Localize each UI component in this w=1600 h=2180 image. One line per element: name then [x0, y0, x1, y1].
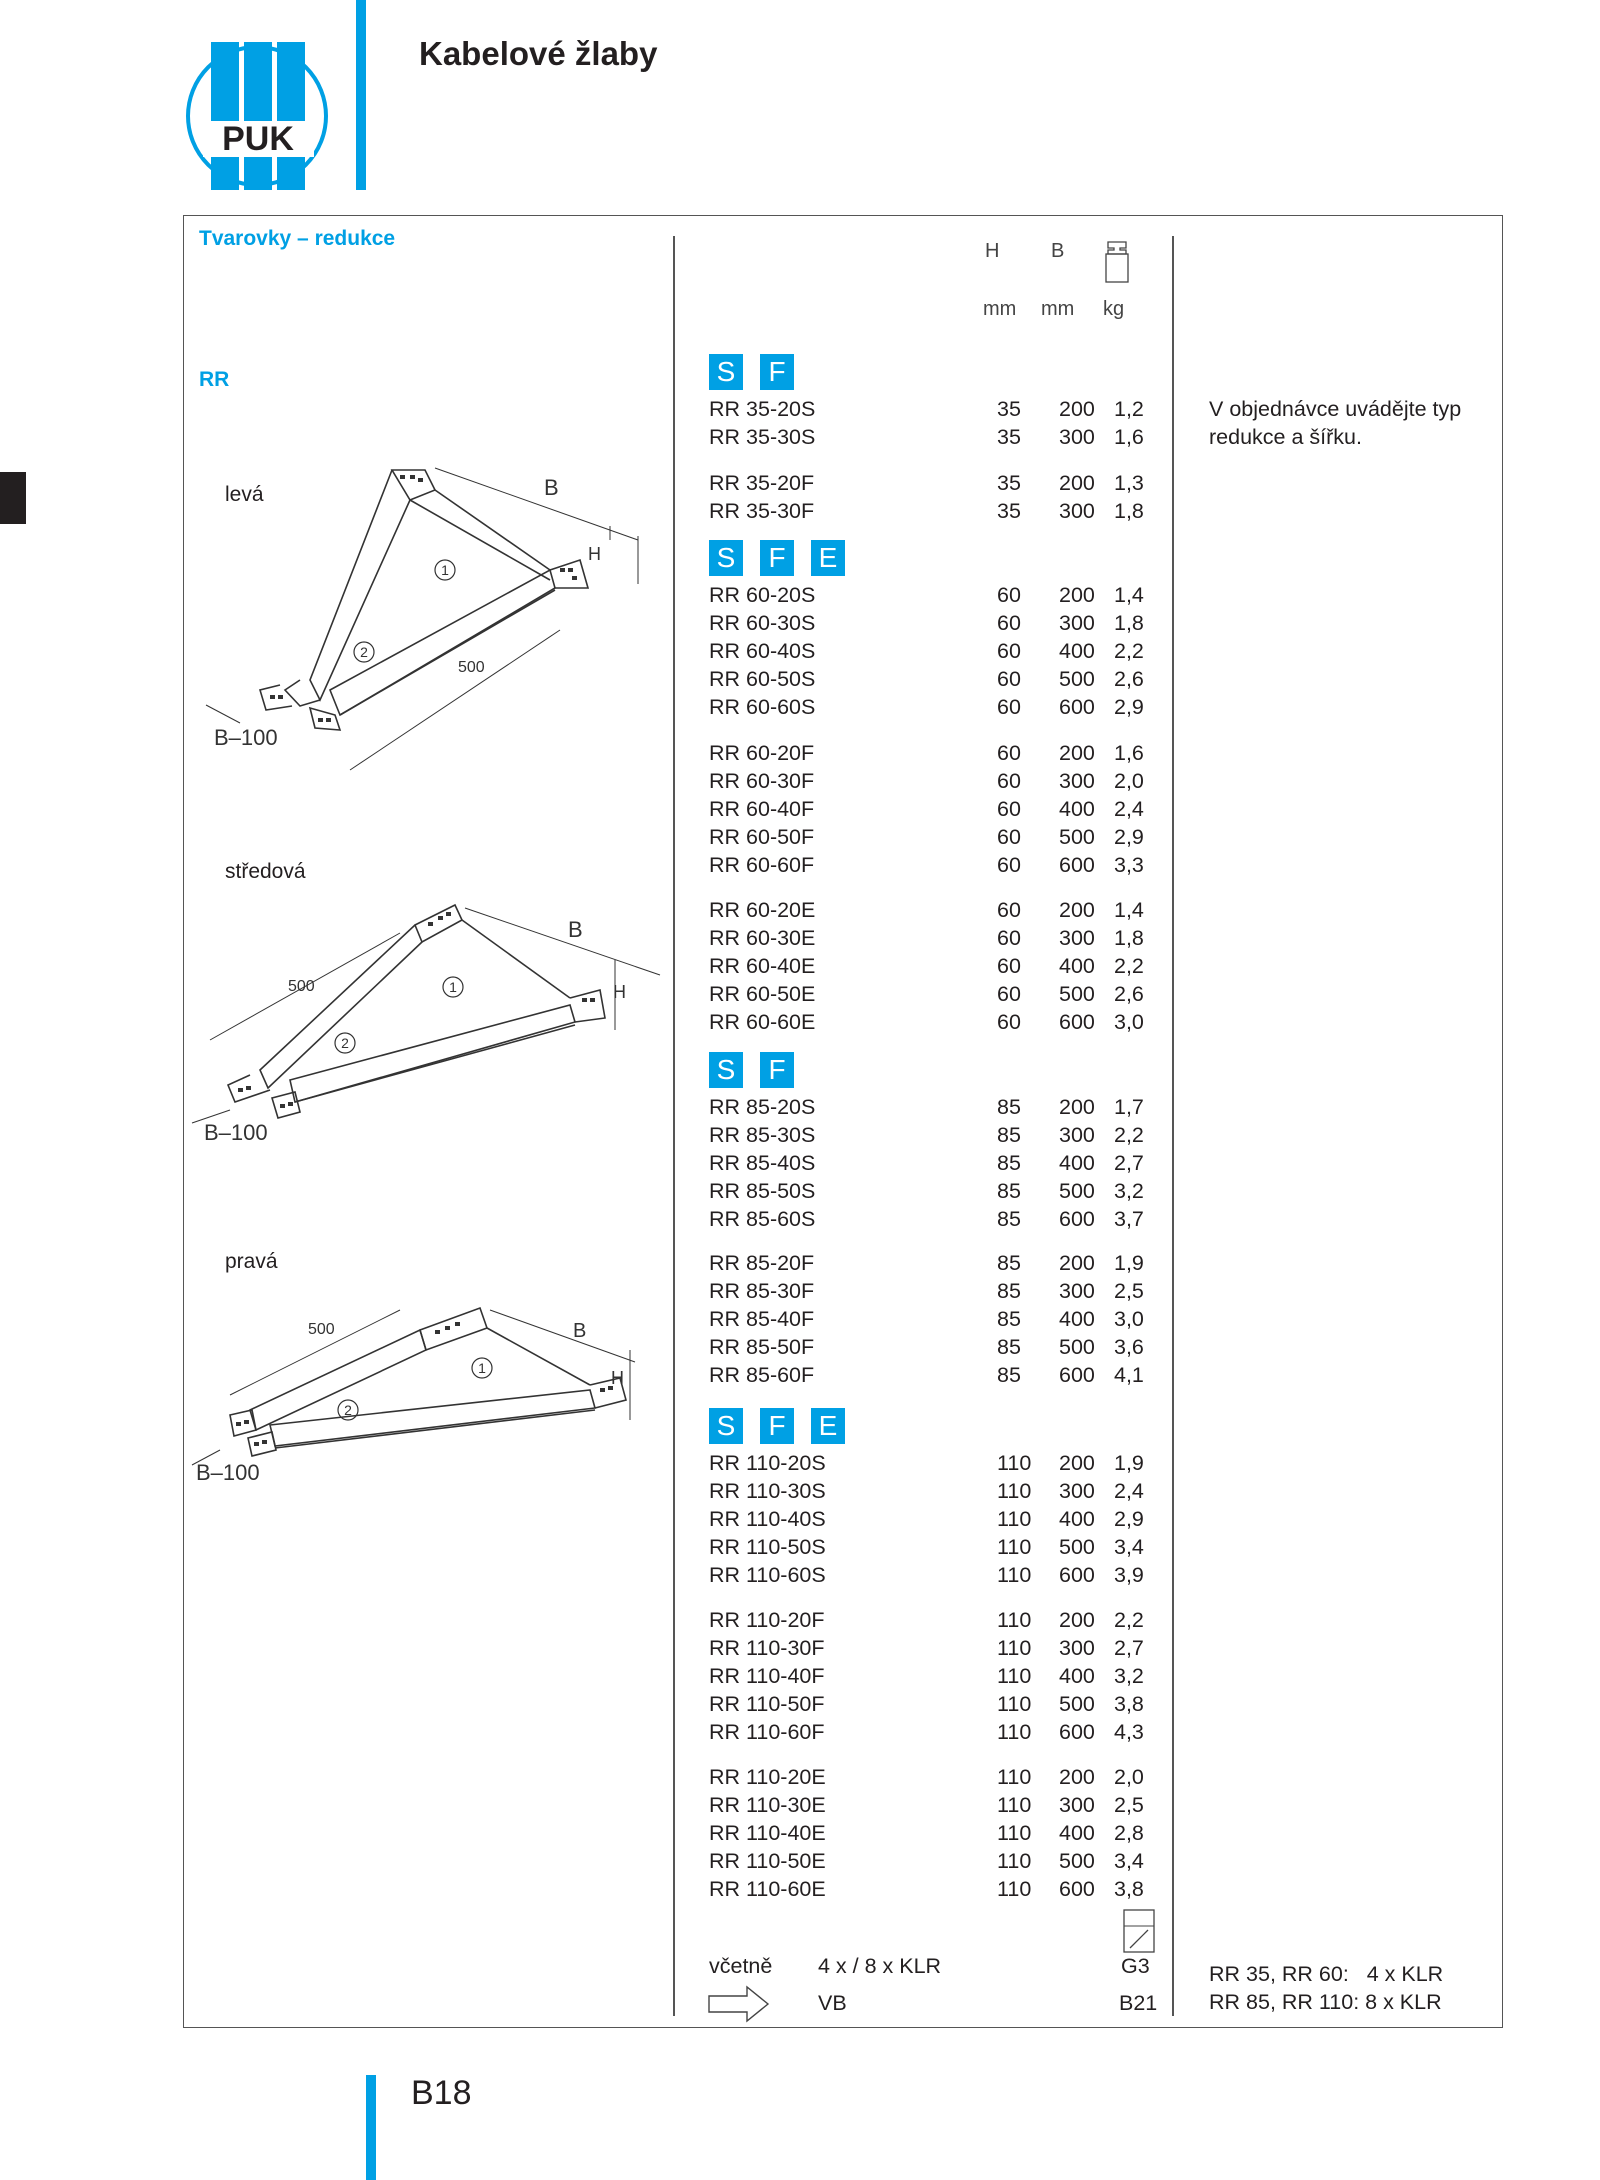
header-accent-bar	[356, 0, 366, 190]
height-value: 110	[997, 1848, 1032, 1873]
side-tab-marker	[0, 472, 26, 524]
header-b: B	[1051, 240, 1065, 262]
height-value: 85	[997, 1178, 1021, 1203]
weight-value: 2,8	[1114, 1820, 1144, 1845]
table-row	[709, 694, 1189, 722]
product-code: RR 85-60S	[709, 1206, 816, 1231]
table-row	[709, 1362, 1189, 1390]
table-row	[709, 396, 1189, 424]
product-code: RR 60-40S	[709, 638, 816, 663]
badge-s: S	[709, 354, 743, 390]
product-code: RR 60-60F	[709, 852, 815, 877]
width-value: 300	[1059, 498, 1095, 523]
product-code: RR 35-30F	[709, 498, 815, 523]
width-value: 500	[1059, 824, 1095, 849]
width-value: 400	[1059, 1663, 1095, 1688]
weight-value: 1,8	[1114, 610, 1144, 635]
width-value: 300	[1059, 768, 1095, 793]
weight-value: 1,8	[1114, 498, 1144, 523]
page-title: Kabelové žlaby	[419, 35, 658, 72]
height-value: 110	[997, 1608, 1032, 1632]
weight-value: 2,7	[1114, 1635, 1144, 1660]
height-value: 85	[997, 1251, 1021, 1275]
height-value: 110	[997, 1635, 1032, 1660]
height-value: 60	[997, 953, 1021, 978]
badge-e: E	[811, 540, 845, 576]
order-note-line1: V objednávce uvádějte typ	[1209, 397, 1462, 421]
product-code: RR 110-20E	[709, 1765, 826, 1789]
width-value: 400	[1059, 796, 1095, 821]
height-value: 110	[997, 1792, 1032, 1817]
width-value: 500	[1059, 981, 1095, 1006]
material-badges	[709, 1408, 845, 1444]
table-row	[709, 638, 1189, 666]
table-row	[709, 981, 1189, 1009]
table-row	[709, 498, 1189, 526]
table-row	[709, 1663, 1189, 1691]
table-group	[709, 1764, 1189, 1903]
height-value: 35	[997, 498, 1021, 523]
product-code: RR 110-40F	[709, 1663, 825, 1688]
weight-value: 1,4	[1114, 583, 1144, 607]
table-row	[709, 582, 1189, 610]
height-value: 85	[997, 1334, 1021, 1359]
table-row	[709, 1792, 1189, 1820]
weight-value: 2,7	[1114, 1150, 1144, 1175]
product-code: RR 110-20S	[709, 1451, 826, 1475]
table-row	[709, 1506, 1189, 1534]
table-row	[709, 1635, 1189, 1663]
reducer-left-drawing	[200, 440, 660, 780]
weight-value: 2,9	[1114, 824, 1144, 849]
table-row	[709, 852, 1189, 880]
table-group	[709, 396, 1189, 452]
weight-value: 2,9	[1114, 1506, 1144, 1531]
product-code: RR 35-20S	[709, 397, 816, 421]
width-value: 200	[1059, 741, 1095, 765]
height-value: 60	[997, 796, 1021, 821]
dim-h: H	[613, 982, 626, 1002]
section-title: Tvarovky – redukce	[199, 227, 396, 250]
table-row	[709, 1094, 1189, 1122]
product-code: RR 85-50F	[709, 1334, 815, 1359]
reducer-center-drawing	[190, 880, 670, 1190]
weight-value: 3,3	[1114, 852, 1144, 877]
height-value: 110	[997, 1876, 1032, 1901]
badge-s: S	[709, 1408, 743, 1444]
weight-value: 4,3	[1114, 1719, 1144, 1744]
table-group	[709, 897, 1189, 1036]
height-value: 60	[997, 768, 1021, 793]
table-row	[709, 768, 1189, 796]
part-number-2: 2	[341, 1035, 349, 1051]
width-value: 400	[1059, 953, 1095, 978]
width-value: 300	[1059, 424, 1095, 449]
dim-b100: B–100	[196, 1460, 260, 1485]
table-row	[709, 610, 1189, 638]
arrow-code: B21	[1119, 1991, 1158, 2015]
product-code: RR 60-30F	[709, 768, 815, 793]
dim-b: B	[573, 1320, 587, 1342]
dim-b100: B–100	[204, 1120, 268, 1145]
weight-value: 2,5	[1114, 1278, 1144, 1303]
badge-f: F	[760, 1052, 794, 1088]
table-row	[709, 1250, 1189, 1278]
width-value: 300	[1059, 610, 1095, 635]
product-code: RR 60-20F	[709, 741, 815, 765]
width-value: 600	[1059, 1719, 1095, 1744]
height-value: 85	[997, 1206, 1021, 1231]
weight-value: 3,4	[1114, 1848, 1144, 1873]
width-value: 400	[1059, 638, 1095, 663]
dim-h: H	[611, 1368, 624, 1388]
width-value: 500	[1059, 1178, 1095, 1203]
width-value: 500	[1059, 666, 1095, 691]
arrow-icon	[707, 1984, 771, 2024]
height-value: 85	[997, 1362, 1021, 1387]
dim-b100: B–100	[214, 725, 278, 750]
width-value: 300	[1059, 1635, 1095, 1660]
product-code: RR 60-40F	[709, 796, 815, 821]
screw-icon	[1122, 1908, 1156, 1954]
product-code: RR 85-30F	[709, 1278, 815, 1303]
weight-value: 3,4	[1114, 1534, 1144, 1559]
product-code: RR 35-30S	[709, 424, 816, 449]
weight-value: 2,4	[1114, 796, 1144, 821]
table-row	[709, 1534, 1189, 1562]
height-value: 35	[997, 424, 1021, 449]
variant-label-center: středová	[225, 860, 306, 883]
height-value: 85	[997, 1095, 1021, 1119]
table-row	[709, 897, 1189, 925]
weight-value: 3,2	[1114, 1178, 1144, 1203]
width-value: 200	[1059, 471, 1095, 495]
part-number-1: 1	[449, 979, 457, 995]
width-value: 600	[1059, 1009, 1095, 1034]
width-value: 300	[1059, 1792, 1095, 1817]
weight-value: 1,4	[1114, 898, 1144, 922]
height-value: 85	[997, 1278, 1021, 1303]
weight-value: 2,4	[1114, 1478, 1144, 1503]
table-group	[709, 1607, 1189, 1746]
height-value: 110	[997, 1820, 1032, 1845]
width-value: 200	[1059, 1451, 1095, 1475]
width-value: 600	[1059, 1876, 1095, 1901]
width-value: 500	[1059, 1534, 1095, 1559]
table-row	[709, 1691, 1189, 1719]
height-value: 85	[997, 1150, 1021, 1175]
weight-value: 3,2	[1114, 1663, 1144, 1688]
product-code: RR 110-20F	[709, 1608, 825, 1632]
klr-note-line2: RR 85, RR 110: 8 x KLR	[1209, 1990, 1442, 2014]
width-value: 600	[1059, 694, 1095, 719]
table-row	[709, 1122, 1189, 1150]
height-value: 60	[997, 824, 1021, 849]
height-value: 110	[997, 1719, 1032, 1744]
table-row	[709, 1206, 1189, 1234]
product-code: RR 60-30E	[709, 925, 816, 950]
weight-value: 4,1	[1114, 1362, 1144, 1387]
height-value: 110	[997, 1691, 1032, 1716]
page-number: B18	[411, 2074, 472, 2112]
weight-icon	[1102, 240, 1132, 284]
table-row	[709, 1178, 1189, 1206]
product-code: RR 110-50F	[709, 1691, 825, 1716]
product-code: RR 60-30S	[709, 610, 816, 635]
height-value: 60	[997, 981, 1021, 1006]
height-value: 60	[997, 898, 1021, 922]
table-group	[709, 470, 1189, 526]
height-value: 110	[997, 1451, 1032, 1475]
product-code: RR 110-30S	[709, 1478, 826, 1503]
table-row	[709, 1150, 1189, 1178]
weight-value: 1,6	[1114, 741, 1144, 765]
width-value: 500	[1059, 1848, 1095, 1873]
table-row	[709, 925, 1189, 953]
table-row	[709, 1719, 1189, 1747]
product-code: RR 110-40S	[709, 1506, 826, 1531]
table-row	[709, 1009, 1189, 1037]
including-label: včetně	[709, 1954, 773, 1978]
product-code: RR 85-40F	[709, 1306, 815, 1331]
table-row	[709, 666, 1189, 694]
product-code: RR 110-50S	[709, 1534, 826, 1559]
weight-value: 1,7	[1114, 1095, 1144, 1119]
table-group	[709, 740, 1189, 879]
product-code: RR 85-30S	[709, 1122, 816, 1147]
width-value: 300	[1059, 1278, 1095, 1303]
product-code: RR 60-20E	[709, 898, 816, 922]
weight-value: 1,6	[1114, 424, 1144, 449]
table-row	[709, 470, 1189, 498]
reducer-right-drawing	[190, 1270, 670, 1500]
product-code: RR 60-60S	[709, 694, 816, 719]
table-row	[709, 1450, 1189, 1478]
unit-kg: kg	[1103, 298, 1125, 320]
width-value: 200	[1059, 1608, 1095, 1632]
table-group	[709, 1094, 1189, 1233]
width-value: 600	[1059, 1562, 1095, 1587]
table-row	[709, 953, 1189, 981]
weight-value: 2,2	[1114, 638, 1144, 663]
weight-value: 3,0	[1114, 1306, 1144, 1331]
width-value: 200	[1059, 397, 1095, 421]
product-code: RR 110-60F	[709, 1719, 825, 1744]
table-row	[709, 1764, 1189, 1792]
weight-value: 3,0	[1114, 1009, 1144, 1034]
variant-label-left: levá	[225, 483, 264, 506]
weight-value: 2,0	[1114, 768, 1144, 793]
weight-value: 2,6	[1114, 981, 1144, 1006]
badge-s: S	[709, 1052, 743, 1088]
product-code: RR 110-30E	[709, 1792, 826, 1817]
width-value: 300	[1059, 1122, 1095, 1147]
weight-value: 1,3	[1114, 471, 1144, 495]
weight-value: 2,9	[1114, 694, 1144, 719]
type-label: RR	[199, 368, 230, 391]
product-code: RR 110-60S	[709, 1562, 826, 1587]
product-code: RR 60-60E	[709, 1009, 816, 1034]
table-group	[709, 1250, 1189, 1389]
dim-b: B	[568, 917, 583, 942]
height-value: 35	[997, 397, 1021, 421]
width-value: 200	[1059, 583, 1095, 607]
product-code: RR 60-20S	[709, 583, 816, 607]
height-value: 85	[997, 1306, 1021, 1331]
table-row	[709, 1876, 1189, 1904]
arrow-value: VB	[818, 1991, 847, 2015]
table-row	[709, 1334, 1189, 1362]
product-code: RR 60-50S	[709, 666, 816, 691]
height-value: 85	[997, 1122, 1021, 1147]
badge-f: F	[760, 354, 794, 390]
height-value: 110	[997, 1478, 1032, 1503]
width-value: 200	[1059, 898, 1095, 922]
table-row	[709, 1820, 1189, 1848]
width-value: 200	[1059, 1095, 1095, 1119]
weight-value: 2,0	[1114, 1765, 1144, 1789]
table-row	[709, 1278, 1189, 1306]
material-badges	[709, 1052, 794, 1088]
table-row	[709, 740, 1189, 768]
footer-accent-bar	[366, 2075, 376, 2180]
badge-f: F	[760, 1408, 794, 1444]
height-value: 110	[997, 1534, 1032, 1559]
weight-value: 1,8	[1114, 925, 1144, 950]
width-value: 500	[1059, 1334, 1095, 1359]
weight-value: 3,8	[1114, 1876, 1144, 1901]
product-code: RR 85-20S	[709, 1095, 816, 1119]
weight-value: 1,2	[1114, 397, 1144, 421]
table-row	[709, 1306, 1189, 1334]
badge-e: E	[811, 1408, 845, 1444]
height-value: 110	[997, 1663, 1032, 1688]
variant-label-right: pravá	[225, 1250, 278, 1273]
weight-value: 1,9	[1114, 1251, 1144, 1275]
dim-length: 500	[458, 659, 485, 676]
weight-value: 2,2	[1114, 953, 1144, 978]
width-value: 300	[1059, 925, 1095, 950]
width-value: 400	[1059, 1150, 1095, 1175]
width-value: 400	[1059, 1506, 1095, 1531]
height-value: 60	[997, 694, 1021, 719]
width-value: 200	[1059, 1765, 1095, 1789]
product-code: RR 60-50E	[709, 981, 816, 1006]
weight-value: 3,6	[1114, 1334, 1144, 1359]
weight-value: 2,5	[1114, 1792, 1144, 1817]
height-value: 60	[997, 741, 1021, 765]
material-badges	[709, 354, 794, 390]
dim-h: H	[588, 544, 601, 564]
width-value: 400	[1059, 1306, 1095, 1331]
klr-note-line1: RR 35, RR 60: 4 x KLR	[1209, 1962, 1444, 1986]
product-code: RR 35-20F	[709, 471, 815, 495]
weight-value: 2,6	[1114, 666, 1144, 691]
width-value: 400	[1059, 1820, 1095, 1845]
part-number-2: 2	[344, 1402, 352, 1418]
table-row	[709, 824, 1189, 852]
material-badges	[709, 540, 845, 576]
table-group	[709, 1450, 1189, 1589]
order-note-line2: redukce a šířku.	[1209, 425, 1362, 449]
height-value: 60	[997, 852, 1021, 877]
weight-value: 3,9	[1114, 1562, 1144, 1587]
badge-f: F	[760, 540, 794, 576]
height-value: 110	[997, 1765, 1032, 1789]
table-row	[709, 424, 1189, 452]
product-code: RR 110-60E	[709, 1876, 826, 1901]
product-code: RR 85-20F	[709, 1251, 815, 1275]
product-code: RR 60-50F	[709, 824, 815, 849]
weight-value: 2,2	[1114, 1122, 1144, 1147]
width-value: 200	[1059, 1251, 1095, 1275]
table-row	[709, 1478, 1189, 1506]
logo-text: PUK	[222, 120, 294, 158]
height-value: 60	[997, 925, 1021, 950]
height-value: 110	[997, 1506, 1032, 1531]
puk-logo	[183, 38, 335, 194]
badge-s: S	[709, 540, 743, 576]
width-value: 300	[1059, 1478, 1095, 1503]
part-number-1: 1	[441, 562, 449, 578]
height-value: 60	[997, 638, 1021, 663]
dim-length: 500	[308, 1321, 335, 1338]
height-value: 60	[997, 610, 1021, 635]
header-h: H	[985, 240, 1000, 262]
product-code: RR 85-50S	[709, 1178, 816, 1203]
table-group	[709, 582, 1189, 721]
weight-value: 2,2	[1114, 1608, 1144, 1632]
unit-h: mm	[983, 298, 1017, 320]
height-value: 60	[997, 666, 1021, 691]
unit-b: mm	[1041, 298, 1075, 320]
product-code: RR 110-40E	[709, 1820, 826, 1845]
width-value: 600	[1059, 1362, 1095, 1387]
part-number-2: 2	[360, 644, 368, 660]
part-number-1: 1	[478, 1360, 486, 1376]
product-code: RR 85-60F	[709, 1362, 815, 1387]
including-value: 4 x / 8 x KLR	[818, 1954, 942, 1978]
table-row	[709, 1607, 1189, 1635]
product-code: RR 110-50E	[709, 1848, 826, 1873]
width-value: 600	[1059, 852, 1095, 877]
weight-value: 3,8	[1114, 1691, 1144, 1716]
product-code: RR 60-40E	[709, 953, 816, 978]
table-row	[709, 1848, 1189, 1876]
column-divider-left	[673, 236, 675, 2016]
height-value: 60	[997, 583, 1021, 607]
weight-value: 1,9	[1114, 1451, 1144, 1475]
width-value: 600	[1059, 1206, 1095, 1231]
width-value: 500	[1059, 1691, 1095, 1716]
height-value: 35	[997, 471, 1021, 495]
table-row	[709, 1562, 1189, 1590]
including-code: G3	[1121, 1954, 1150, 1978]
height-value: 110	[997, 1562, 1032, 1587]
table-row	[709, 796, 1189, 824]
product-code: RR 85-40S	[709, 1150, 816, 1175]
product-code: RR 110-30F	[709, 1635, 825, 1660]
height-value: 60	[997, 1009, 1021, 1034]
weight-value: 3,7	[1114, 1206, 1144, 1231]
dim-b: B	[544, 475, 559, 500]
dim-length: 500	[288, 978, 315, 995]
